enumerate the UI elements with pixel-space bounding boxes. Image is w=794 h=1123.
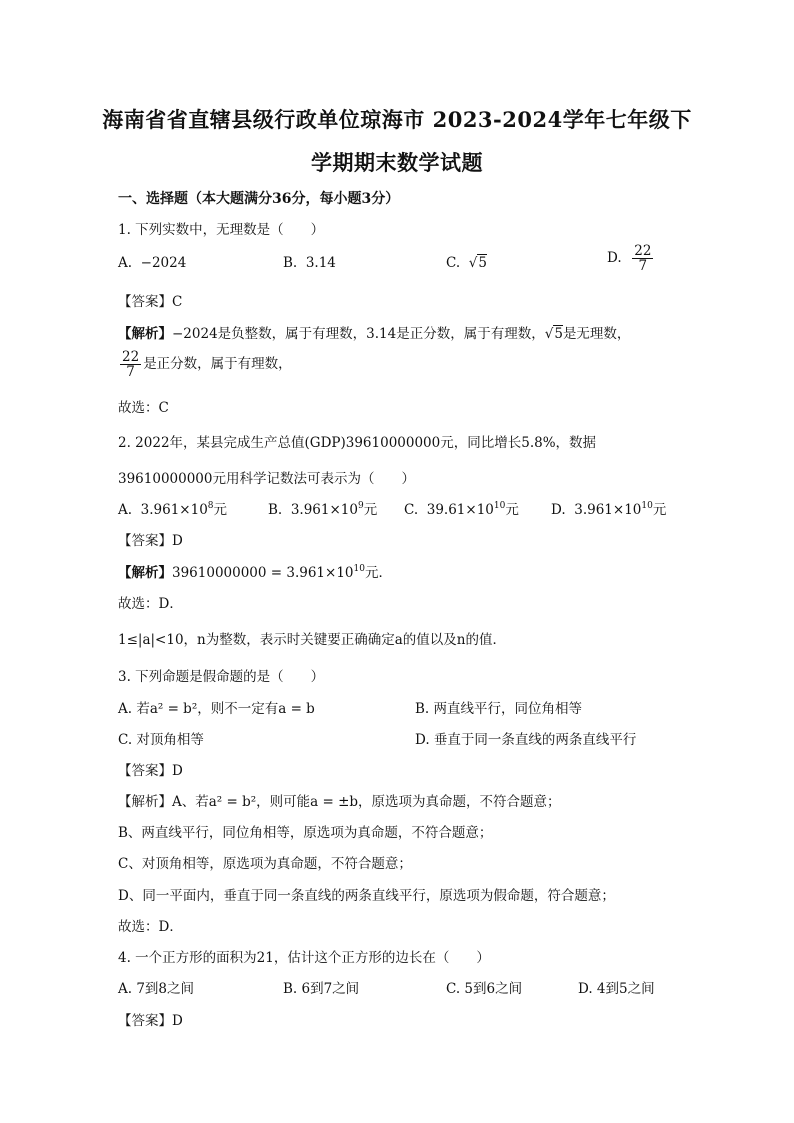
q4-option-b: B. 6到7之间: [283, 981, 360, 997]
q3-option-b: B. 两直线平行，同位角相等: [415, 701, 583, 717]
q1-option-b: B. 3.14: [283, 255, 336, 271]
q4-answer: 【答案】D: [118, 1013, 183, 1029]
q4-option-d: D. 4到5之间: [578, 981, 655, 997]
q3-option-c: C. 对顶角相等: [118, 732, 204, 748]
q2-stem-2: 39610000000元用科学记数法可表示为（ ）: [118, 471, 415, 487]
q1-answer: 【答案】C: [118, 294, 183, 310]
fraction: $\frac{22}{7}$: [634, 243, 652, 275]
q3-analysis-d: D、同一平面内，垂直于同一条直线的两条直线平行，原选项为假命题，符合题意；: [118, 888, 615, 904]
q4-option-c: C. 5到6之间: [446, 981, 523, 997]
doc-title-line2: 学期期末数学试题: [311, 150, 483, 175]
q3-option-a: A. 若a² = b²，则不一定有a = b: [118, 701, 315, 717]
q2-answer: 【答案】D: [118, 533, 183, 549]
doc-title-line1: 海南省省直辖县级行政单位琼海市 2023-2024学年七年级下: [102, 107, 692, 132]
q3-analysis-c: C、对顶角相等，原选项为真命题，不符合题意；: [118, 856, 412, 872]
q1-analysis-cont: $\frac{22}{7}$ 是正分数，属于有理数，: [122, 349, 292, 381]
q2-note: 1≤|a|<10，n为整数，表示时关键要正确确定a的值以及n的值．: [118, 632, 506, 648]
q3-stem: 3. 下列命题是假命题的是（ ）: [118, 669, 325, 685]
fraction: $\frac{22}{7}$: [122, 349, 140, 381]
q2-option-c: C. $39.61\times 10^{10}$元: [404, 501, 519, 518]
q4-option-a: A. 7到8之间: [118, 981, 195, 997]
q3-option-d: D. 垂直于同一条直线的两条直线平行: [415, 732, 637, 748]
q1-stem: 1. 下列实数中，无理数是（ ）: [118, 222, 325, 238]
q3-analysis-a: 【解析】A、若a² = b²，则可能a = ±b，原选项为真命题，不符合题意；: [118, 794, 561, 810]
q2-option-d: D. $3.961\times 10^{10}$元: [551, 501, 667, 518]
q2-option-b: B. $3.961\times 10^9$元: [268, 501, 378, 518]
q1-conclusion: 故选：C: [118, 400, 169, 416]
q3-conclusion: 故选：D．: [118, 919, 183, 935]
q1-option-d: D. $\frac{22}{7}$: [607, 243, 652, 275]
q2-option-a: A. $3.961\times 10^8$元: [118, 501, 228, 518]
q1-option-a: A. −2024: [118, 255, 187, 271]
q1-analysis: 【解析】−2024是负整数，属于有理数，3.14是正分数，属于有理数，√5是无理数，: [118, 326, 631, 342]
q3-answer: 【答案】D: [118, 763, 183, 779]
q1-option-c: C. √5: [446, 255, 487, 271]
q2-stem-1: 2. 2022年，某县完成生产总值(GDP)39610000000元，同比增长5.8%，数据: [118, 435, 597, 451]
q2-conclusion: 故选：D．: [118, 596, 183, 612]
q3-analysis-b: B、两直线平行，同位角相等，原选项为真命题，不符合题意；: [118, 825, 493, 841]
q4-stem: 4. 一个正方形的面积为21，估计这个正方形的边长在（ ）: [118, 950, 490, 966]
sqrt-expression: √5: [468, 255, 487, 271]
q2-analysis: 【解析】$39610000000 = 3.961\times 10^{10}$元．: [118, 564, 392, 581]
sqrt-expression: √5: [544, 326, 563, 342]
section-heading: 一、选择题（本大题满分36分，每小题3分）: [118, 191, 400, 207]
